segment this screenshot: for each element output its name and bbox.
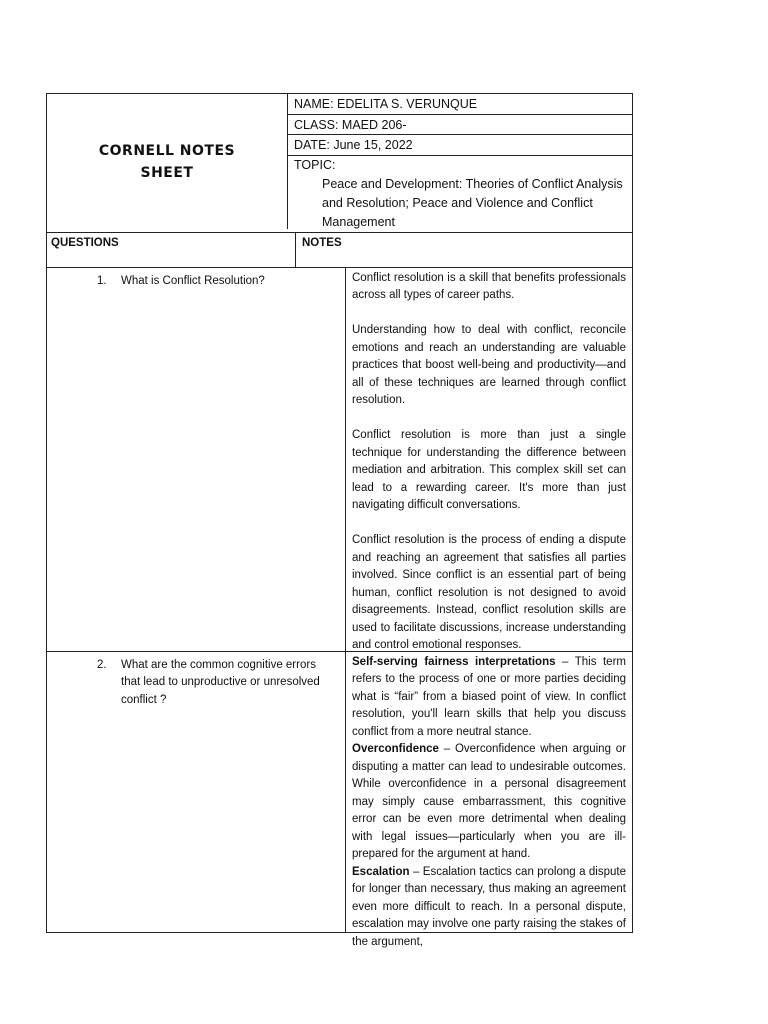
name-field: NAME: EDELITA S. VERUNQUE xyxy=(288,94,632,115)
topic-text: Peace and Development: Theories of Conflict Analysis and Resolution; Peace and Violence and Conflict Management xyxy=(322,176,623,229)
question-row-2 xyxy=(47,652,632,948)
term-definition: – This term refers to the process of one or more parties deciding what is “fair” from a biased point of view. In conflict resolution, you'll learn skills that help you discuss conflict from a more neutral stance. xyxy=(352,655,626,738)
notes-header: NOTES xyxy=(302,236,342,249)
question-row-1 xyxy=(47,268,632,652)
question-item-2 xyxy=(97,657,337,710)
notes-cell-2 xyxy=(346,652,632,948)
notes-cell-1 xyxy=(346,268,632,651)
topic-field xyxy=(288,156,632,232)
cornell-notes-table xyxy=(46,93,633,948)
question-number: 1. xyxy=(97,274,107,287)
term-definition: – Overconfidence when arguing or disputing a matter can lead to undesirable outcomes. While overconfidence in a personal disagreement may simply cause embarrassment, this cognitive error can be even more detrimental when dealing with legal issues—particularly when you are ill-prepared for the argument at hand. xyxy=(352,743,626,860)
notes-paragraph xyxy=(352,741,626,864)
term-definition: – Escalation tactics can prolong a dispute for longer than necessary, thus making an agreement even more difficult to reach. In a personal dispute, escalation may involve one party raising the stakes of the argument, xyxy=(352,865,626,948)
date-field: DATE: June 15, 2022 xyxy=(288,135,632,156)
notes-paragraph: Understanding how to deal with conflict, reconcile emotions and reach an understanding are valuable practices that boost well-being and productivity—and all of these techniques are learned through conflict resolution. xyxy=(352,324,626,406)
question-number: 2. xyxy=(97,658,107,671)
sheet-title-line2: SHEET xyxy=(140,164,194,181)
notes-paragraph xyxy=(352,654,626,742)
sheet-title xyxy=(99,140,235,184)
questions-header: QUESTIONS xyxy=(47,233,296,267)
title-cell xyxy=(47,94,288,229)
sheet-title-line1: CORNELL NOTES xyxy=(98,142,236,159)
question-text: What is Conflict Resolution? xyxy=(121,274,265,287)
notes-paragraph: Conflict resolution is more than just a single technique for understanding the difference between mediation and arbitration. This complex skill set can lead to a rewarding career. It's more than just navigating difficult conversations. xyxy=(352,429,626,511)
topic-label: TOPIC: xyxy=(294,157,336,172)
info-cell xyxy=(288,94,632,232)
term: Overconfidence xyxy=(352,743,439,755)
question-text: What are the common cognitive errors that lead to unproductive or unresolved conflict ? xyxy=(121,658,320,706)
question-cell-2 xyxy=(47,652,346,932)
column-header-row xyxy=(47,233,632,268)
notes-paragraph xyxy=(352,864,626,952)
header-row xyxy=(47,94,632,233)
question-cell-1 xyxy=(47,268,346,651)
question-item-1 xyxy=(97,273,337,291)
notes-paragraph: Conflict resolution is a skill that benefits professionals across all types of career paths. xyxy=(352,271,626,301)
term: Escalation xyxy=(352,865,410,878)
class-field: CLASS: MAED 206- xyxy=(288,115,632,136)
notes-paragraph: Conflict resolution is the process of ending a dispute and reaching an agreement that satisfies all parties involved. Since conflict is an essential part of being human, conflict resolution is not designed to avoid disagreements. Instead, conflict resolution skills are used to facilitate discussions, increase understanding and control emotional responses. xyxy=(352,534,626,651)
term: Self-serving fairness interpretations xyxy=(352,655,556,668)
